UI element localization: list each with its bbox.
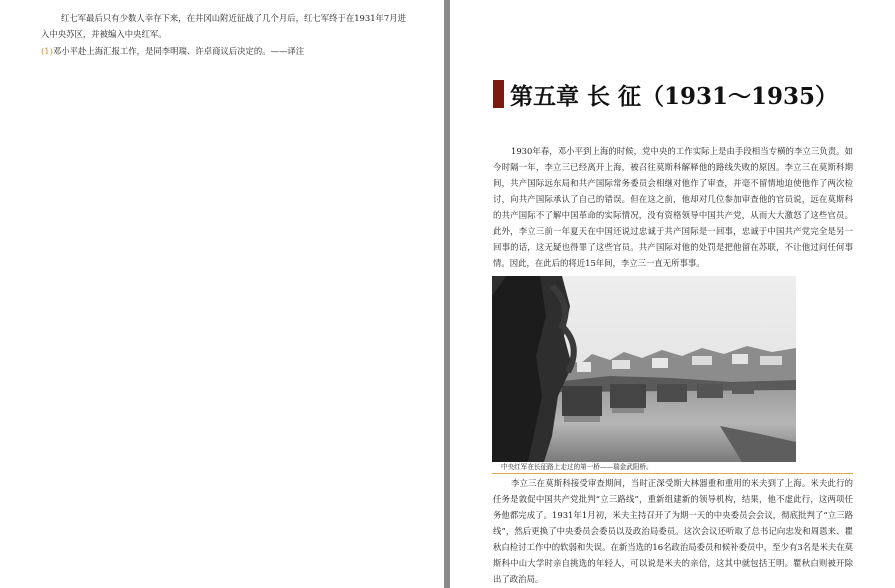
footnote xyxy=(41,43,411,59)
photo-caption: 中央红军在长征路上走过的第一桥——瑞金武阳桥。 xyxy=(501,463,653,471)
bridge-photo xyxy=(492,276,796,462)
body-paragraph-2: 李立三在莫斯科接受审查期间，当时正深受斯大林器重和重用的米夫到了上海。米夫此行的任务是敦促中国共产党批判“立三路线”，重新组建新的领导机构，结果，他不虚此行，这两项任务他都完成了。1931年1月初，米夫主持召开了为期一天的中央委员会会议，彻底批判了“立三路线”，然后更换了中央委员会委员以及政治局委员。这次会议还听取了总书记向忠发和周恩来、瞿秋白检讨工作中的软弱和失误。在新当选的16名政治局委员和候补委员中，至少有3名是米夫在莫斯科中山大学时亲自挑选的年轻人，可以说是米夫的亲信，这其中就包括王明。瞿秋白则被开除出了政治局。 xyxy=(493,478,853,584)
left-page xyxy=(0,0,444,588)
footnote-text: 邓小平赴上海汇报工作，是同李明瑞、许卓商议后决定的。——译注 xyxy=(52,46,305,56)
body-paragraph-1: 1930年春，邓小平到上海的时候，党中央的工作实际上是由手段相当专横的李立三负责。如今时隔一年，李立三已经离开上海，被召往莫斯科解释他的路线失败的原因。李立三在莫斯科期间，共产国际远东局和共产国际常务委员会相继对他作了审查，并毫不留情地迫使他作了两次检讨，向共产国际承认了自己的错误。但在这之前，他却对几位参加审查他的官员说，远在莫斯科的共产国际不了解中国革命的实际情况，没有资格领导中国共产党，从而大大激怒了这些官员。此外，李立三前一年夏天在中国还说过忠诚于共产国际是一回事，忠诚于中国共产党完全是另一回事的话，这无疑也得罪了这些官员。共产国际对他的处罚是把他留在苏联，不让他过问任何事情。因此，在此后的将近15年间，李立三一直无所事事。 xyxy=(493,146,853,268)
footnote-marker: (1) xyxy=(41,46,53,56)
chapter-title: 第五章 长 征（1931～1935） xyxy=(510,82,839,110)
left-paragraph: 红七军最后只有少数人幸存下来，在井冈山附近征战了几个月后，红七军终于在1931年7月进入中央苏区，并被编入中央红军。 xyxy=(41,13,406,39)
right-page xyxy=(450,0,895,588)
chapter-heading xyxy=(493,79,838,109)
heading-bar-marker xyxy=(493,80,504,108)
caption-divider xyxy=(492,473,853,474)
